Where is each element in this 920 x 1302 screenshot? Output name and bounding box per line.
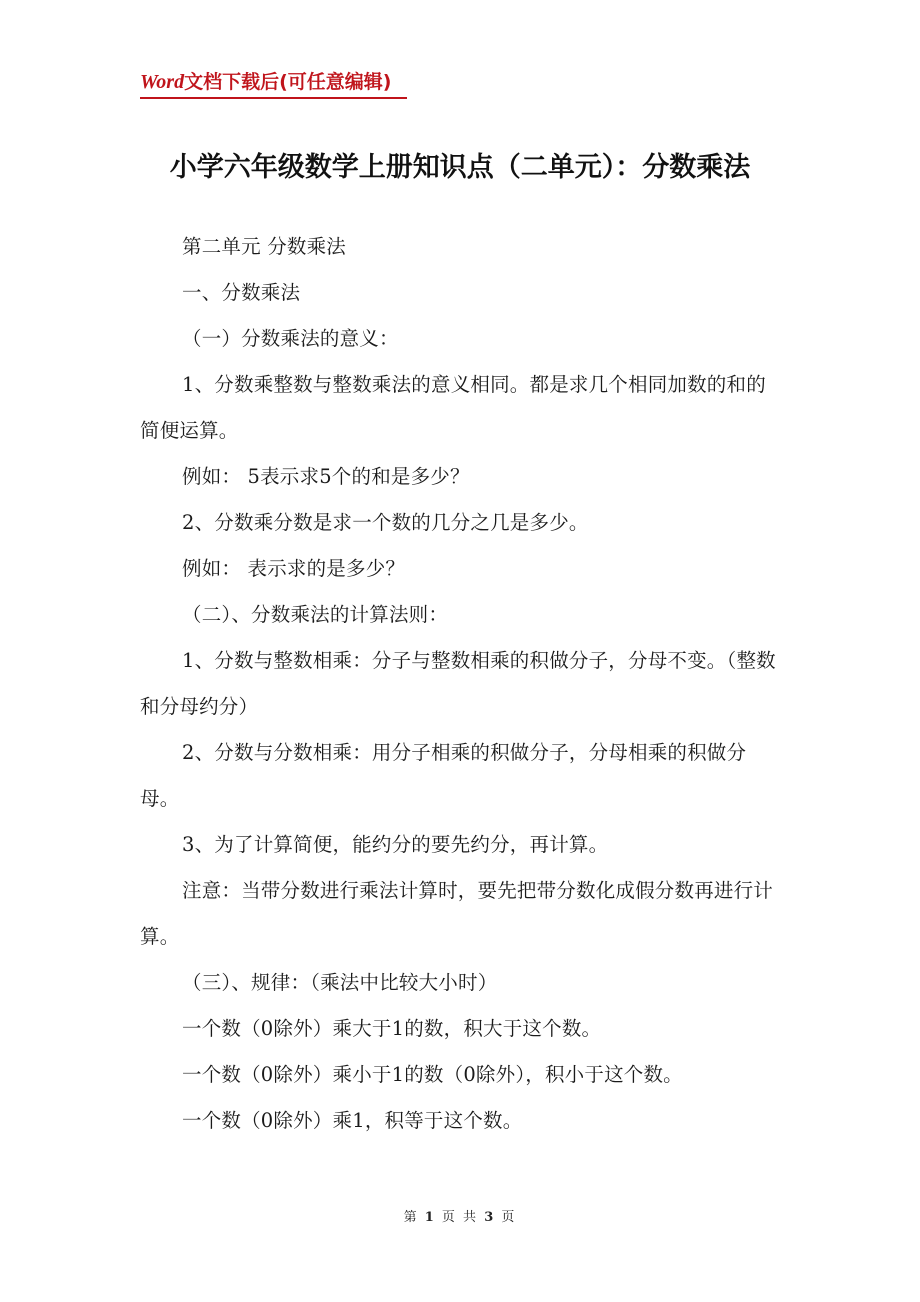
paragraph: 一个数（0除外）乘大于1的数，积大于这个数。 [182,1017,602,1040]
paragraph: 注意：当带分数进行乘法计算时，要先把带分数化成假分数再进行计算。 [140,879,774,948]
footer-total-pages: 3 [484,1210,496,1225]
paragraph: 2、分数乘分数是求一个数的几分之几是多少。 [182,511,589,534]
paragraph: 一个数（0除外）乘小于1的数（0除外），积小于这个数。 [182,1063,683,1086]
paragraph: 第二单元 分数乘法 [182,235,346,258]
download-banner[interactable] [140,66,407,99]
paragraph: 例如： 表示求的是多少？ [182,557,406,580]
paragraph: 例如： 5表示求5个的和是多少？ [182,465,470,488]
footer-middle: 页 共 [441,1210,479,1225]
footer-suffix: 页 [501,1210,517,1225]
paragraph: 2、分数与分数相乘：用分子相乘的积做分子，分母相乘的积做分母。 [140,741,747,810]
footer-page-number: 1 [424,1210,436,1225]
banner-brand: Word [140,71,185,93]
paragraph: 1、分数与整数相乘：分子与整数相乘的积做分子，分母不变。（整数和分母约分） [140,649,776,718]
footer-prefix: 第 [403,1210,419,1225]
document-title: 小学六年级数学上册知识点（二单元）：分数乘法 [169,152,751,183]
paragraph: 3、为了计算简便，能约分的要先约分，再计算。 [182,833,609,856]
document-body [140,224,780,1144]
paragraph: （一）分数乘法的意义： [182,327,399,350]
paragraph: 1、分数乘整数与整数乘法的意义相同。都是求几个相同加数的和的简便运算。 [140,373,766,442]
paragraph: （三）、规律：（乘法中比较大小时） [182,971,498,994]
paragraph: 一、分数乘法 [182,281,301,304]
paragraph: 一个数（0除外）乘1，积等于这个数。 [182,1109,523,1132]
banner-text: 文档下载后(可任意编辑) [184,71,392,93]
page-footer [0,1206,920,1225]
paragraph: （二）、分数乘法的计算法则： [182,603,449,626]
